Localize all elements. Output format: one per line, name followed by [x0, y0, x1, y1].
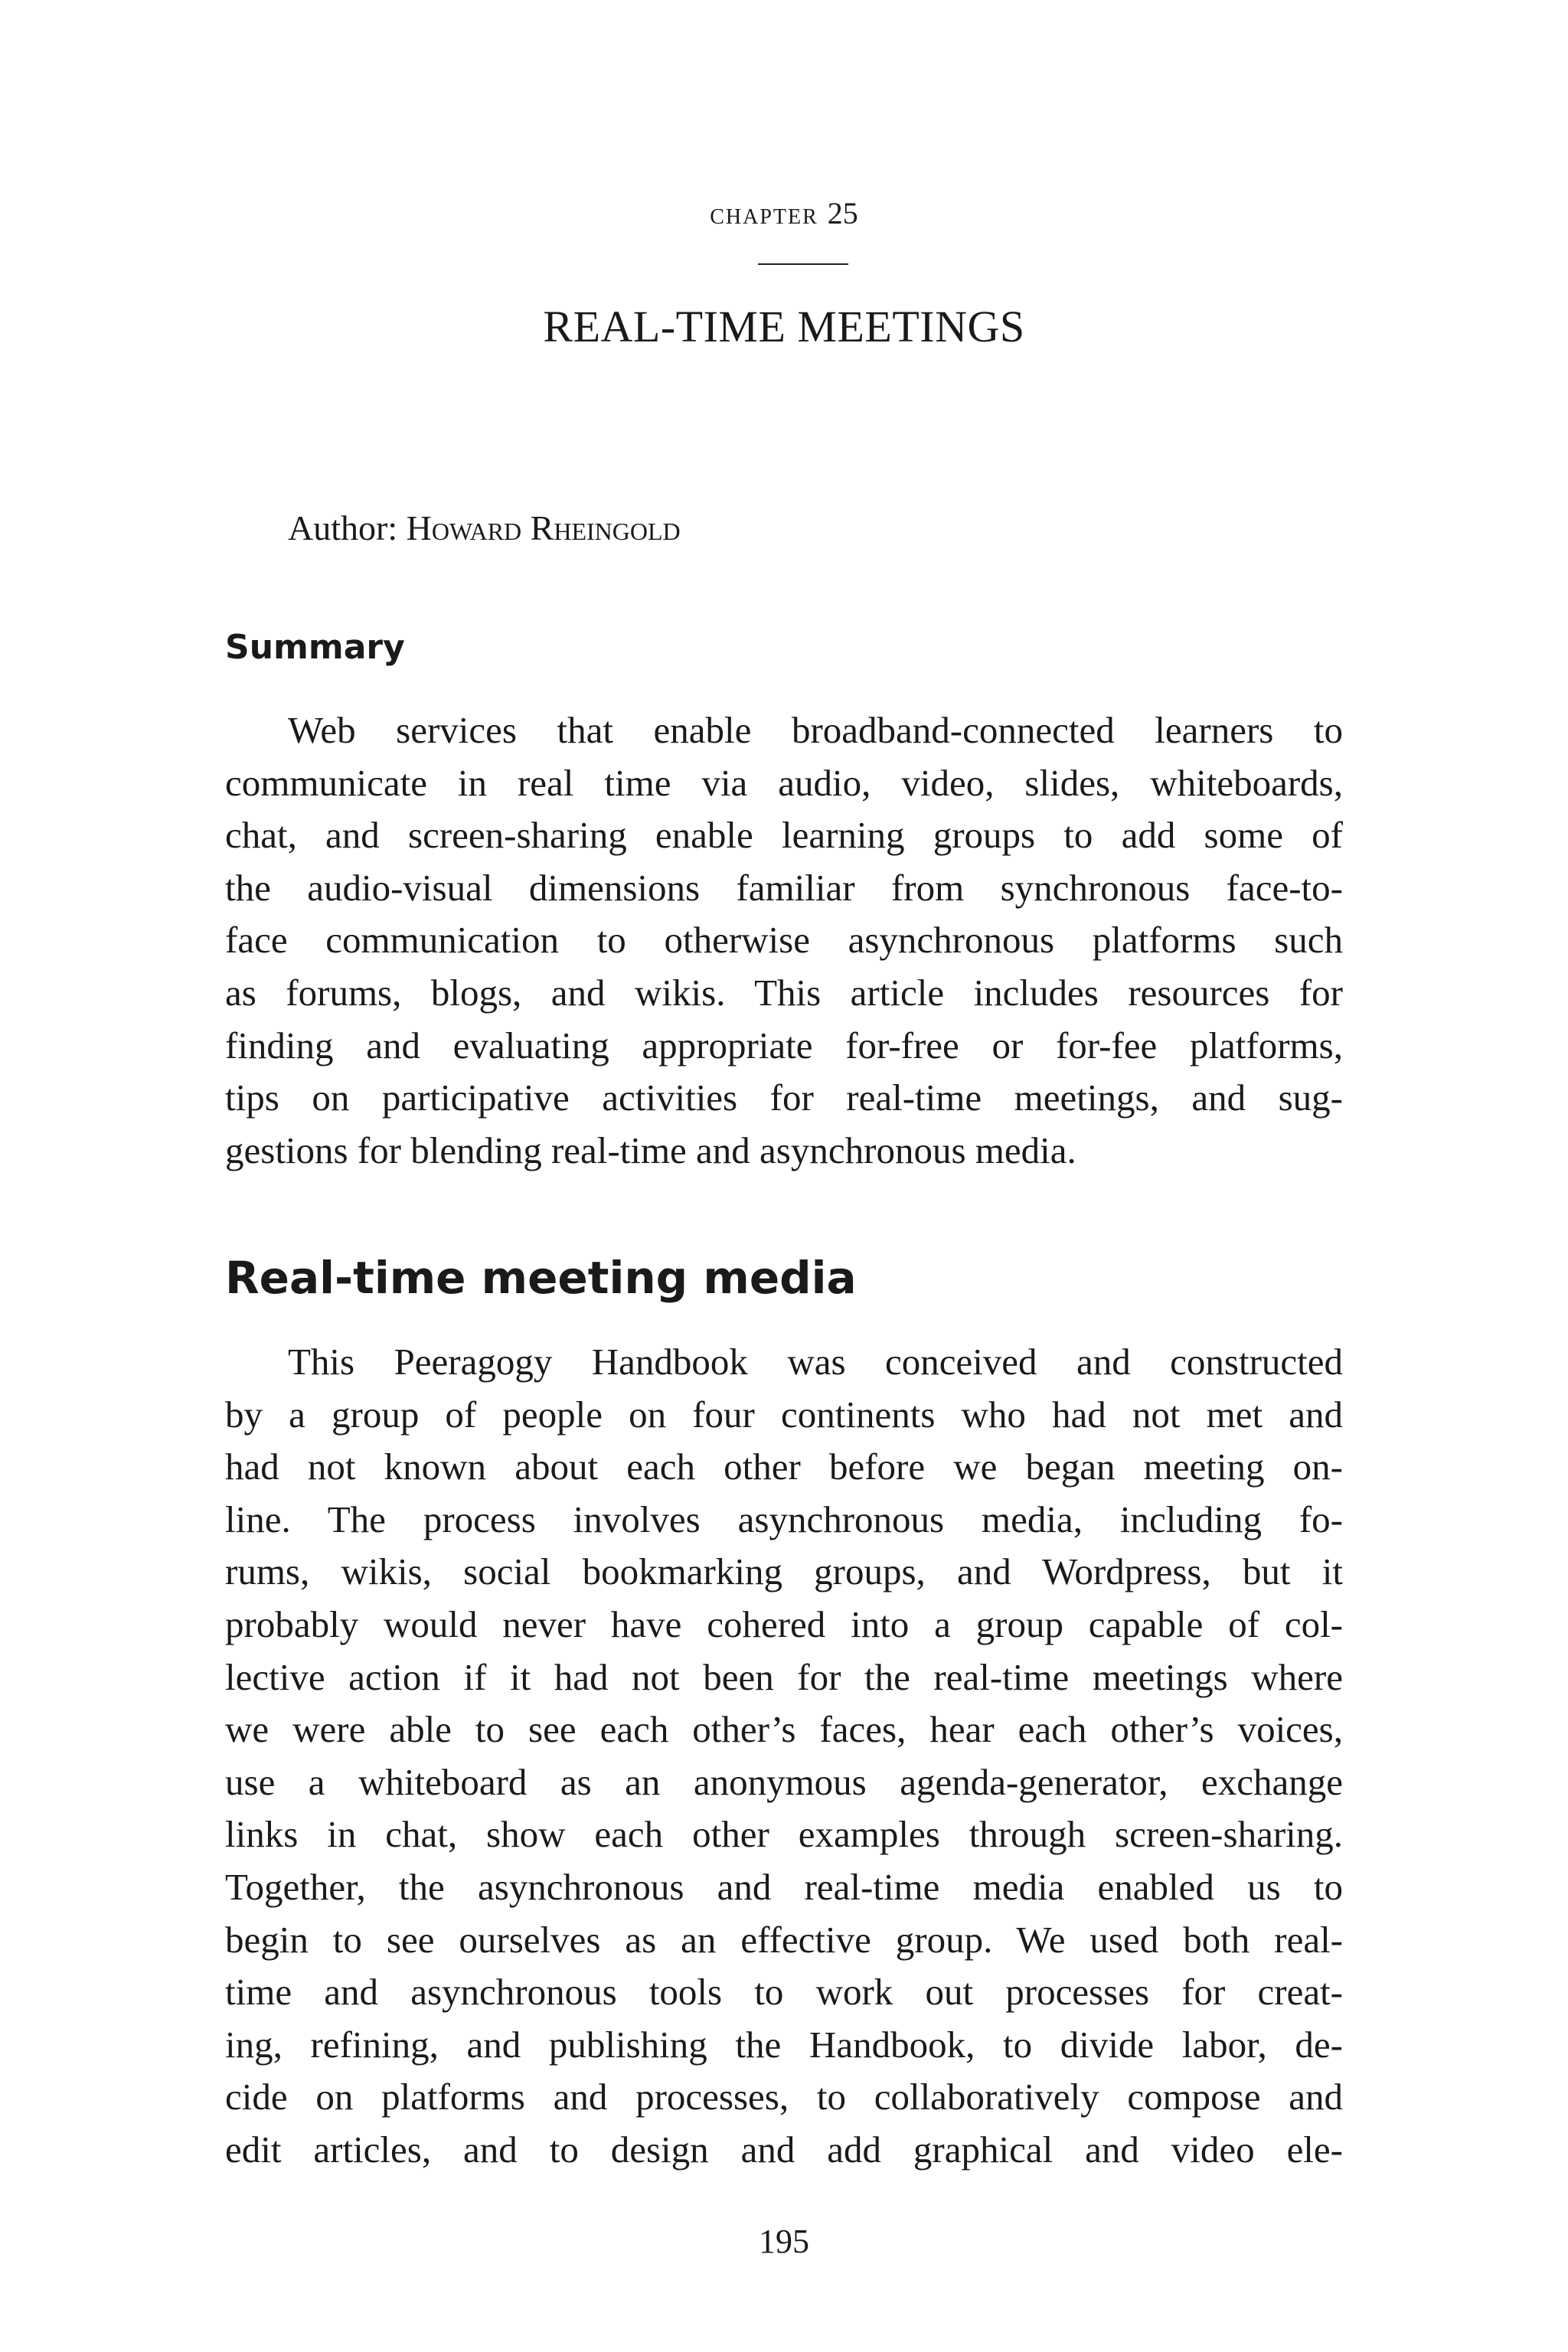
author-name: Howard Rheingold — [406, 508, 681, 547]
author-prefix: Author: — [288, 508, 398, 547]
summary-heading: Summary — [225, 628, 405, 667]
summary-line: as forums, blogs, and wikis. This article includes resources for — [225, 971, 1343, 1014]
summary-line: finding and evaluating appropriate for-free or for-fee platforms, — [225, 1024, 1343, 1067]
body-line: by a group of people on four continents who had not met and — [225, 1393, 1343, 1436]
body-line: use a whiteboard as an anonymous agenda-generator, exchange — [225, 1760, 1343, 1803]
section-heading: Real-time meeting media — [225, 1252, 857, 1304]
body-line: cide on platforms and processes, to collaboratively compose and — [225, 2076, 1343, 2118]
summary-line: face communication to otherwise asynchronous platforms such — [225, 919, 1343, 962]
body-line: rums, wikis, social bookmarking groups, and Wordpress, but it — [225, 1550, 1343, 1593]
body-line: begin to see ourselves as an effective group. We used both real- — [225, 1918, 1343, 1961]
body-line: edit articles, and to design and add graphical and video ele- — [225, 2128, 1343, 2171]
body-line: probably would never have cohered into a group capable of col- — [225, 1602, 1343, 1645]
author-line — [288, 505, 681, 551]
summary-line: tips on participative activities for real-time meetings, and sug- — [225, 1076, 1343, 1119]
summary-line: the audio-visual dimensions familiar from synchronous face-to- — [225, 866, 1343, 909]
chapter-label — [0, 194, 1568, 233]
body-line: line. The process involves asynchronous media, including fo- — [225, 1498, 1343, 1540]
body-paragraph — [225, 1336, 1343, 2177]
summary-line: chat, and screen-sharing enable learning groups to add some of — [225, 814, 1343, 857]
body-line: lective action if it had not been for the real-time meetings where — [225, 1655, 1343, 1698]
summary-line: gestions for blending real-time and asynchronous media. — [225, 1129, 1076, 1171]
summary-line: communicate in real time via audio, video, slides, whiteboards, — [225, 761, 1343, 804]
page-number: 195 — [759, 2223, 809, 2260]
chapter-title: REAL-TIME MEETINGS — [543, 302, 1025, 351]
body-line: links in chat, show each other examples through screen-sharing. — [225, 1813, 1343, 1856]
body-line: we were able to see each other’s faces, hear each other’s voices, — [225, 1708, 1343, 1751]
body-line: time and asynchronous tools to work out processes for creat- — [225, 1971, 1343, 2014]
chapter-divider — [758, 263, 848, 265]
summary-line: Web services that enable broadband-connected learners to — [288, 709, 1343, 751]
body-line: had not known about each other before we began meeting on- — [225, 1446, 1343, 1488]
body-line: ing, refining, and publishing the Handbook, to divide labor, de- — [225, 2023, 1343, 2066]
chapter-word: chapter — [710, 196, 818, 230]
chapter-number: 25 — [827, 196, 858, 230]
body-line: Together, the asynchronous and real-time media enabled us to — [225, 1865, 1343, 1908]
summary-paragraph — [225, 704, 1343, 1177]
body-line: This Peeragogy Handbook was conceived and constructed — [288, 1341, 1343, 1383]
